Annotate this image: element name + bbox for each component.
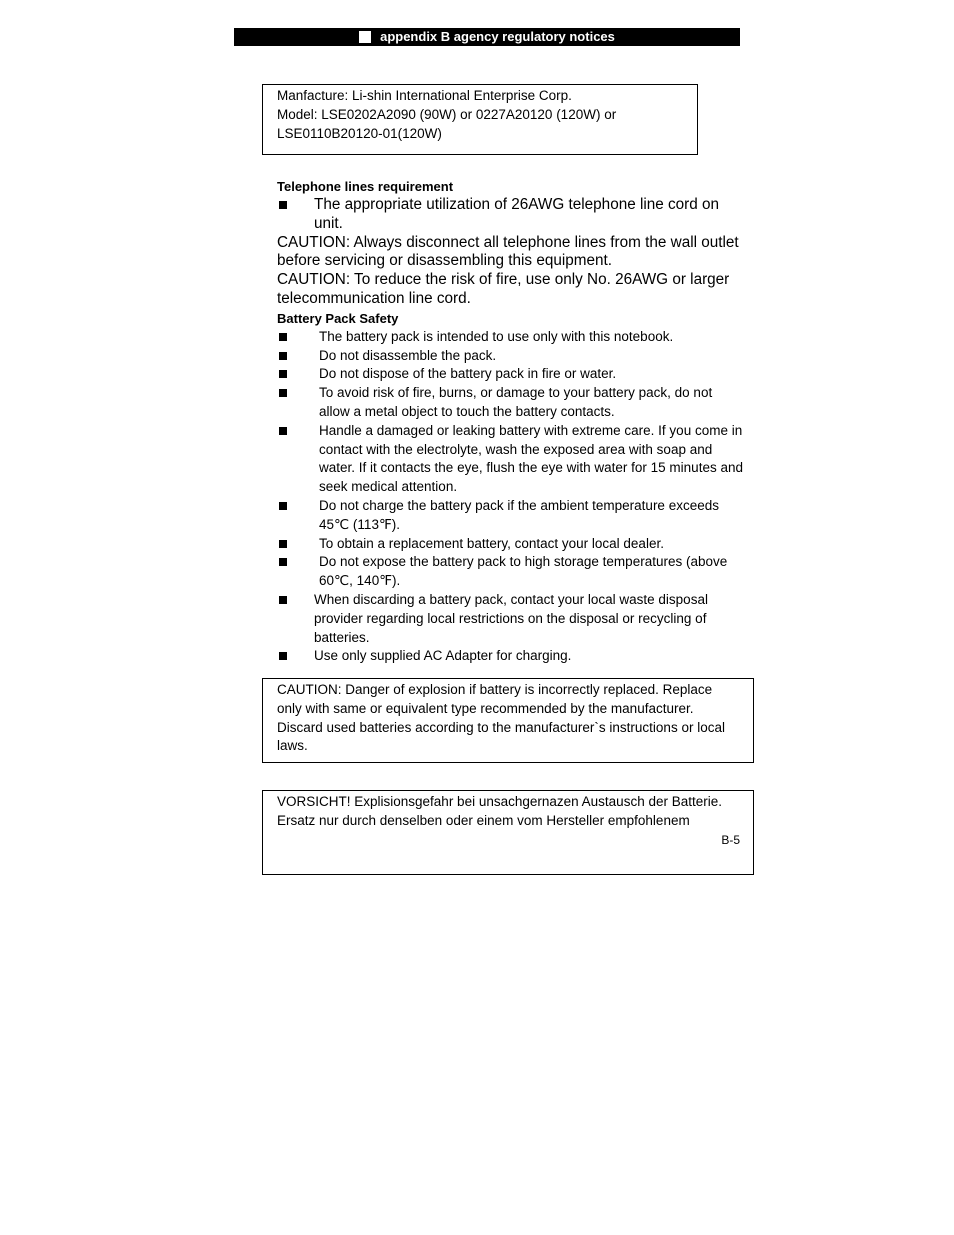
square-bullet-icon bbox=[279, 540, 287, 548]
list-item bbox=[277, 553, 743, 591]
square-bullet-icon bbox=[279, 596, 287, 604]
square-bullet-icon bbox=[279, 652, 287, 660]
vorsicht-box bbox=[262, 790, 754, 875]
list-item bbox=[277, 328, 743, 347]
telephone-list bbox=[277, 196, 743, 234]
list-item-text: To obtain a replacement battery, contact your local dealer. bbox=[319, 535, 664, 551]
page-header-title: appendix B agency regulatory notices bbox=[380, 29, 615, 44]
main-content bbox=[277, 178, 743, 666]
battery-list bbox=[277, 328, 743, 666]
list-item bbox=[277, 535, 743, 554]
square-bullet-icon bbox=[279, 352, 287, 360]
list-item-text: Use only supplied AC Adapter for charging. bbox=[314, 648, 572, 664]
list-item bbox=[277, 497, 743, 535]
page-header-bar bbox=[234, 28, 740, 46]
list-item-text: Do not expose the battery pack to high storage temperatures (above 60℃, 140℉). bbox=[319, 554, 728, 589]
adapter-line: LSE0110B20120-01(120W) bbox=[277, 125, 442, 141]
list-item-text: The appropriate utilization of 26AWG telephone line cord on unit. bbox=[314, 196, 720, 232]
list-item bbox=[277, 384, 743, 422]
adapter-info-box bbox=[262, 84, 698, 155]
page-number: B-5 bbox=[721, 833, 740, 847]
caution-text: CAUTION: Always disconnect all telephone lines from the wall outlet before servicing or disassembling this equipment. bbox=[277, 233, 739, 270]
square-bullet-icon bbox=[279, 558, 287, 566]
list-item-text: Handle a damaged or leaking battery with extreme care. If you come in contact with the electrolyte, wash the exposed area with soap and water. If it contacts the eye, flush the eye with water for 15 minutes and seek medical attention. bbox=[319, 422, 743, 495]
vorsicht-box-text: VORSICHT! Explisionsgefahr bei unsachgernazen Austausch der Batterie. Ersatz nur durch denselben oder einem vom Hersteller empfohlenem bbox=[277, 794, 722, 828]
caution-text: CAUTION: To reduce the risk of fire, use only No. 26AWG or larger telecommunication line cord. bbox=[277, 271, 730, 307]
square-bullet-icon bbox=[279, 370, 287, 378]
list-item-text: The battery pack is intended to use only with this notebook. bbox=[319, 328, 674, 344]
telephone-heading: Telephone lines requirement bbox=[277, 179, 454, 194]
list-item bbox=[277, 365, 743, 384]
adapter-line: Manfacture: Li-shin International Enterprise Corp. bbox=[277, 88, 572, 103]
list-item-text: Do not charge the battery pack if the ambient temperature exceeds 45℃ (113℉). bbox=[319, 497, 719, 532]
square-bullet-icon bbox=[279, 427, 287, 435]
square-bullet-icon bbox=[279, 502, 287, 510]
square-bullet-icon bbox=[279, 333, 287, 341]
caution-box-text: CAUTION: Danger of explosion if battery is incorrectly replaced. Replace only with same or equivalent type recommended by the manufacturer. Discard used batteries according to the manufacturer`s instructions or local laws. bbox=[277, 682, 725, 754]
adapter-line: Model: LSE0202A2090 (90W) or 0227A20120 (120W) or bbox=[277, 106, 617, 122]
list-item-text: Do not disassemble the pack. bbox=[319, 347, 497, 363]
header-square-icon bbox=[359, 31, 371, 43]
square-bullet-icon bbox=[279, 389, 287, 397]
list-item bbox=[277, 347, 743, 366]
list-item bbox=[277, 591, 743, 647]
list-item bbox=[277, 422, 743, 497]
list-item-text: Do not dispose of the battery pack in fire or water. bbox=[319, 366, 617, 382]
caution-box bbox=[262, 678, 754, 763]
square-bullet-icon bbox=[279, 201, 287, 209]
list-item bbox=[277, 196, 743, 234]
list-item-text: To avoid risk of fire, burns, or damage to your battery pack, do not allow a metal object to touch the battery contacts. bbox=[319, 385, 713, 419]
list-item bbox=[277, 647, 743, 666]
list-item-text: When discarding a battery pack, contact your local waste disposal provider regarding local restrictions on the disposal or recycling of batteries. bbox=[314, 591, 708, 645]
telephone-section bbox=[277, 196, 743, 309]
battery-heading: Battery Pack Safety bbox=[277, 310, 399, 326]
